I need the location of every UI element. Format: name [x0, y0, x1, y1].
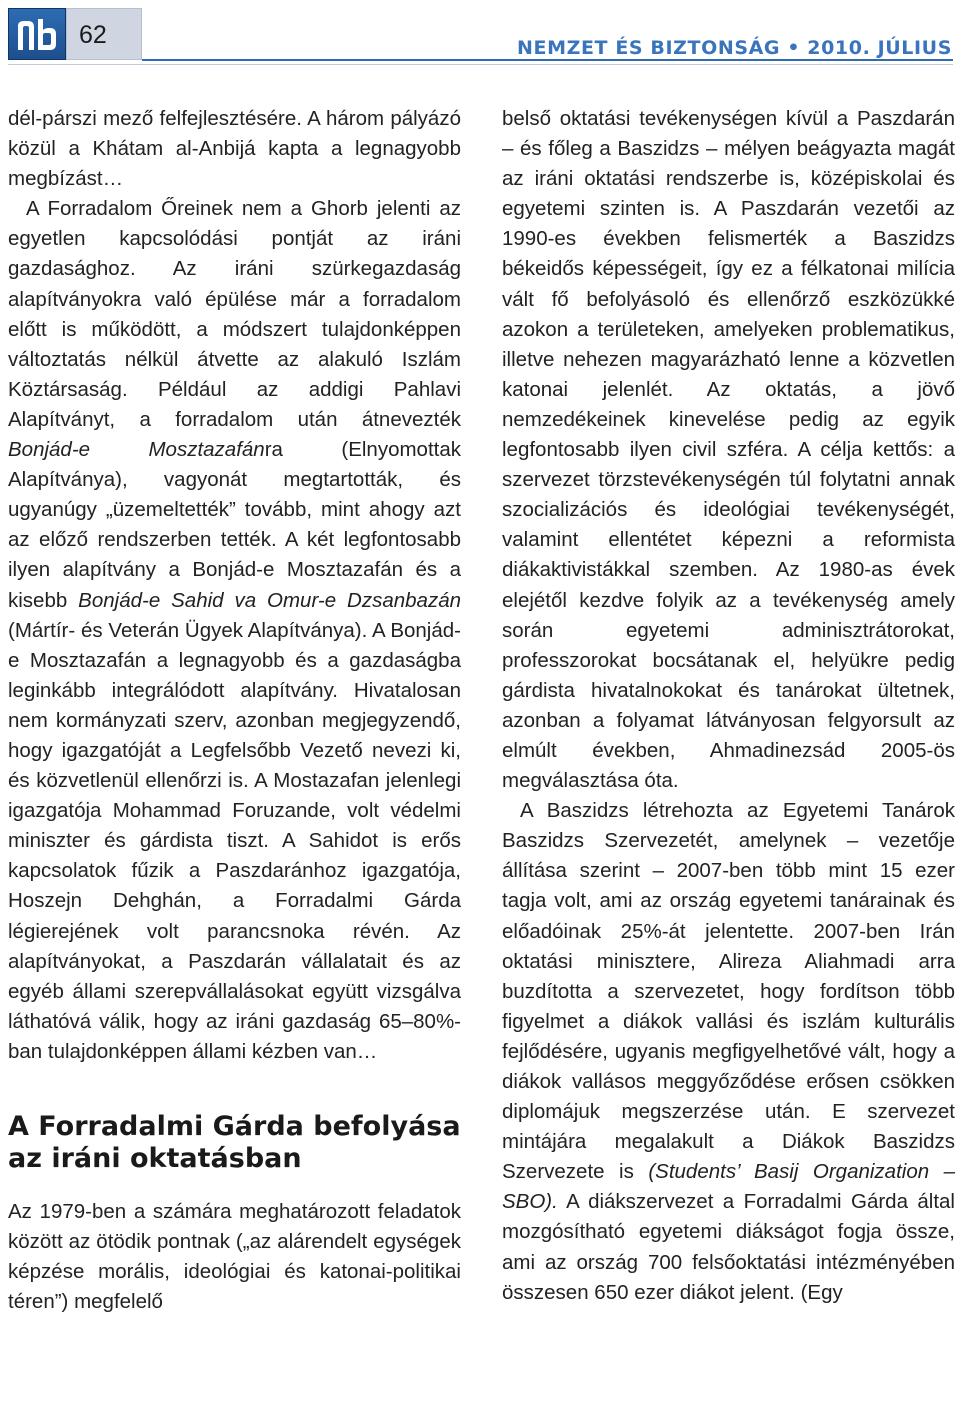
left-column — [8, 104, 461, 1317]
running-head: NEMZET ÉS BIZTONSÁG • 2010. JÚLIUS — [517, 37, 952, 59]
page-number: 62 — [79, 21, 107, 49]
text-run: ra (Elnyomottak Alapítványa), vagyonát megtartották, és ugyanúgy „üzemeltették” tovább, mint ahogy azt az előző rendszerben tették. A két legfontosabb ilyen alapítvány a Bonjád-e Mosztazafán és a kisebb — [8, 438, 461, 612]
page-number-box — [66, 8, 142, 60]
italic-title: Bonjád-e Sahid va Omur-e Dzsanbazán — [78, 588, 461, 612]
paragraph — [8, 194, 461, 1067]
nb-logo-icon — [15, 18, 59, 52]
page-header — [0, 0, 960, 70]
paragraph — [502, 796, 955, 1308]
text-run: A Baszidzs létrehozta az Egyetemi Tanárok Baszidzs Szervezetét, amelynek – vezetője állítása szerint – 2007-ben több mint 15 ezer tagja volt, ami az ország egyetemi tanárainak és előadóinak 25%-át jelentette. 2007-ben Irán oktatási minisztere, Alireza Aliahmadi arra buzdította a szervezetet, hogy fordítson több figyelmet a diákok vallási és iszlám kulturális fejlődésére, ugyanis megfigyelhetővé vált, hogy a diákok vallásos meggyőződése erősen csökken diplomájuk megszerzése után. E szervezet mintájára megalakult a Diákok Baszidzs Szervezete is — [502, 799, 955, 1184]
paragraph: dél-párszi mező felfejlesztésére. A három pályázó közül a Khátam al-Anbijá kapta a legnagyobb megbízást… — [8, 107, 461, 191]
paragraph: belső oktatási tevékenységen kívül a Paszdarán – és főleg a Baszidzs – mélyen beágyazta magát az iráni oktatási rendszerbe is, középiskolai és egyetemi szinten is. A Paszdarán vezetői az 1990-es években felismerték a Baszidzs békeidős képességeit, így ez a félkatonai milícia vált fő befolyásoló és ellenőrző eszközükké azokon a területeken, amelyeken problematikus, illetve nehezen magyarázható lenne a közvetlen katonai jelenlét. Az oktatás, a jövő nemzedékeinek kinevelése pedig az egyik legfontosabb ilyen civil szféra. A célja kettős: a szervezet törzstevékenységén túl folytatni annak szocializációs és ideológiai tevékenységét, valamint ellentétet képezni a reformista diákaktivistákkal szemben. Az 1980-as évek elejétől kezdve folyik az a tevékenység amely során egyetemi adminisztrátorokat, professzorokat bocsátanak el, helyükre pedig gárdista hivatalnokokat és tanárokat ültetnek, azonban a folyamat látványosan felgyorsult az elmúlt években, Ahmadinezsád 2005-ös megválasztása óta. — [502, 107, 955, 793]
magazine-logo — [8, 8, 66, 60]
header-rule — [142, 59, 953, 61]
text-run: A diákszervezet a Forradalmi Gárda által mozgósítható egyetemi diákságot fogja össze, ami az ország 700 felsőoktatási intézményében összesen 650 ezer diákot jelent. (Egy — [502, 1190, 955, 1304]
italic-title: Bonjád-e Mosztazafán — [8, 438, 265, 462]
italic-title: (Students’ Basij Organization – SBO). — [502, 1160, 956, 1214]
paragraph: Az 1979-ben a számára meghatározott feladatok között az ötödik pontnak („az alárendelt egységek képzése morális, ideológiai és katonai-politikai téren”) megfelelő — [8, 1200, 461, 1314]
text-run: A Forradalom Őreinek nem a Ghorb jelenti az egyetlen kapcsolódási pontját az iráni gazdasághoz. Az iráni szürkegazdaság alapítványokra való épülése már a forradalom előtt is működött, a módszert tulajdonképpen változtatás nélkül átvette az alakuló Iszlám Köztársaság. Például az addigi Pahlavi Alapítványt, a forradalom után átnevezték — [8, 197, 461, 431]
header-rule-thin — [8, 64, 953, 65]
section-heading: A Forradalmi Gárda befolyása az iráni oktatásban — [8, 1111, 461, 1174]
text-run: (Mártír- és Veterán Ügyek Alapítványa). A Bonjád-e Mosztazafán a legnagyobb és a gazdaságba leginkább integrálódott alapítvány. Hivatalosan nem kormányzati szerv, azonban megjegyzendő, hogy igazgatóját a Legfelsőbb Vezető nevezi ki, és közvetlenül ellenőrzi is. A Mostazafan jelenlegi igazgatója Mohammad Foruzande, volt védelmi miniszter és gárdista tiszt. A Sahidot is erős kapcsolatok fűzik a Paszdaránhoz igazgatója, Hoszejn Dehghán, a Forradalmi Gárda légierejének volt parancsnoka révén. Az alapítványokat, a Paszdarán vállalatait és az egyéb állami szerepvállalásokat együtt vizsgálva láthatóvá válik, hogy az iráni gazdaság 65–80%-ban tulajdonképpen állami kézben van… — [8, 618, 461, 1063]
right-column — [502, 104, 955, 1308]
